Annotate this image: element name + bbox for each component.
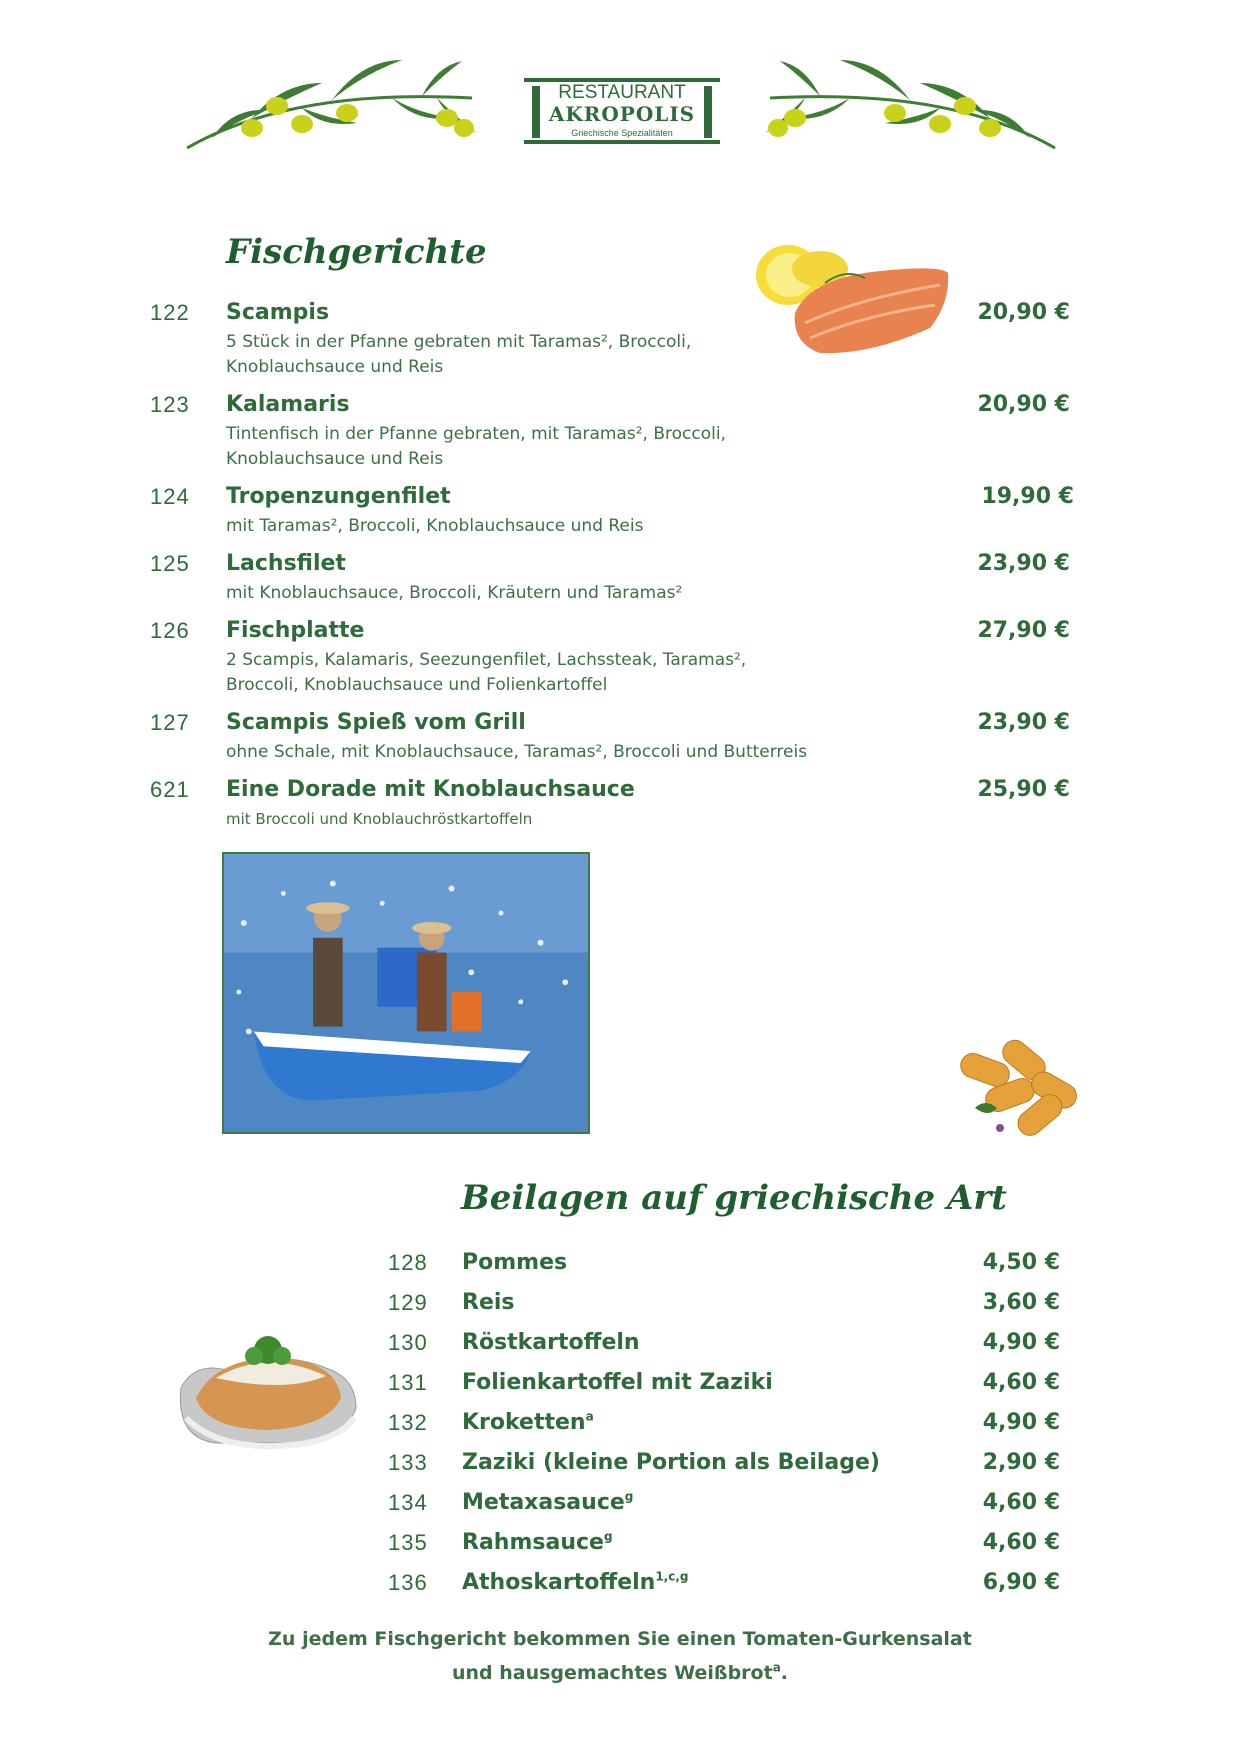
item-number: 123	[150, 392, 190, 417]
item-number: 128	[388, 1250, 428, 1275]
item-description: mit Taramas², Broccoli, Knoblauchsauce und Reis	[226, 516, 644, 536]
item-name: Röstkartoffeln	[462, 1330, 640, 1355]
item-number: 127	[150, 710, 190, 735]
item-name: Eine Dorade mit Knoblauchsauce	[226, 777, 635, 802]
item-description: Tintenfisch in der Pfanne gebraten, mit Taramas², Broccoli, Knoblauchsauce und Reis	[226, 424, 726, 469]
item-price: 3,60 €	[982, 1290, 1060, 1315]
item-number: 136	[388, 1570, 428, 1595]
side-item	[388, 1290, 1060, 1320]
item-price: 6,90 €	[982, 1570, 1060, 1595]
item-description: 2 Scampis, Kalamaris, Seezungenfilet, Lachssteak, Taramas², Broccoli, Knoblauchsauce und Folienkartoffel	[226, 650, 747, 695]
item-price: 4,60 €	[982, 1370, 1060, 1395]
menu-item	[150, 777, 1070, 833]
item-number: 131	[388, 1370, 428, 1395]
olive-branch-right-icon	[760, 58, 1060, 158]
sides-section-title: Beilagen auf griechische Art	[461, 1178, 1008, 1218]
footer-line-2: und hausgemachtes Weißbrot$^a$.	[451, 1660, 789, 1684]
item-price: 20,90 €	[977, 300, 1070, 325]
item-name: Scampis Spieß vom Grill	[226, 710, 526, 735]
menu-item	[150, 392, 1070, 472]
olive-branch-left-icon	[182, 58, 482, 158]
item-name: Kroketten$^a$	[462, 1409, 594, 1435]
item-name: Reis	[462, 1290, 515, 1315]
item-name: Fischplatte	[226, 618, 365, 643]
svg-text:Griechische Spezialitäten: Griechische Spezialitäten	[571, 128, 673, 138]
side-item	[388, 1530, 1060, 1560]
item-price: 23,90 €	[977, 551, 1070, 576]
item-price: 19,90 €	[981, 484, 1074, 509]
item-number: 129	[388, 1290, 428, 1315]
item-description: mit Knoblauchsauce, Broccoli, Kräutern und Taramas²	[226, 583, 683, 603]
fish-section-title: Fischgerichte	[226, 232, 487, 272]
item-name: Lachsfilet	[226, 551, 346, 576]
item-price: 25,90 €	[977, 777, 1070, 802]
item-price: 4,90 €	[982, 1410, 1060, 1435]
menu-item	[150, 710, 1070, 766]
item-price: 27,90 €	[977, 618, 1070, 643]
menu-item	[150, 618, 1070, 698]
item-name: Kalamaris	[226, 392, 350, 417]
item-name: Zaziki (kleine Portion als Beilage)	[462, 1450, 880, 1475]
column-logo-icon	[522, 76, 722, 146]
allergen-marker: 1,c,g	[655, 1569, 689, 1584]
item-number: 135	[388, 1530, 428, 1555]
menu-item	[150, 300, 1070, 380]
item-name: Tropenzungenfilet	[226, 484, 451, 509]
item-number: 126	[150, 618, 190, 643]
footer-line-1: Zu jedem Fischgericht bekommen Sie einen Tomaten-Gurkensalat	[268, 1628, 972, 1650]
item-price: 4,60 €	[982, 1530, 1060, 1555]
item-number: 134	[388, 1490, 428, 1515]
item-name: Pommes	[462, 1250, 568, 1275]
restaurant-logo	[522, 76, 722, 146]
item-price: 4,50 €	[982, 1250, 1060, 1275]
item-description: mit Broccoli und Knoblauchröstkartoffeln	[226, 810, 533, 828]
item-number: 133	[388, 1450, 428, 1475]
fishermen-boat-photo	[222, 852, 590, 1134]
item-name: Athoskartoffeln$^{1,c,g}$	[462, 1569, 689, 1595]
allergen-marker: g	[603, 1529, 613, 1544]
item-price: 20,90 €	[977, 392, 1070, 417]
side-item	[388, 1250, 1060, 1280]
item-number: 621	[150, 777, 190, 802]
side-item	[388, 1450, 1060, 1480]
side-item	[388, 1410, 1060, 1440]
allergen-marker: a	[585, 1409, 594, 1424]
menu-item	[150, 551, 1070, 607]
item-price: 4,90 €	[982, 1330, 1060, 1355]
item-name: Rahmsauce$^g$	[462, 1529, 613, 1555]
item-price: 4,60 €	[982, 1490, 1060, 1515]
menu-item	[150, 484, 1074, 540]
svg-text:AKROPOLIS: AKROPOLIS	[548, 102, 696, 126]
item-name: Scampis	[226, 300, 330, 325]
item-description: ohne Schale, mit Knoblauchsauce, Taramas², Broccoli und Butterreis	[226, 742, 808, 762]
item-name: Metaxasauce$^g$	[462, 1489, 634, 1515]
side-item	[388, 1330, 1060, 1360]
item-description: 5 Stück in der Pfanne gebraten mit Taramas², Broccoli, Knoblauchsauce und Reis	[226, 332, 692, 377]
item-price: 2,90 €	[982, 1450, 1060, 1475]
item-number: 130	[388, 1330, 428, 1355]
side-item	[388, 1370, 1060, 1400]
croquettes-photo	[940, 1028, 1090, 1156]
footer-note	[240, 1622, 1000, 1690]
item-number: 132	[388, 1410, 428, 1435]
item-name: Folienkartoffel mit Zaziki	[462, 1370, 773, 1395]
item-number: 124	[150, 484, 190, 509]
item-number: 122	[150, 300, 190, 325]
item-number: 125	[150, 551, 190, 576]
side-item	[388, 1570, 1060, 1600]
svg-text:RESTAURANT: RESTAURANT	[558, 82, 686, 103]
item-price: 23,90 €	[977, 710, 1070, 735]
side-item	[388, 1490, 1060, 1520]
baked-potato-photo	[176, 1318, 360, 1450]
allergen-marker: g	[624, 1489, 634, 1504]
